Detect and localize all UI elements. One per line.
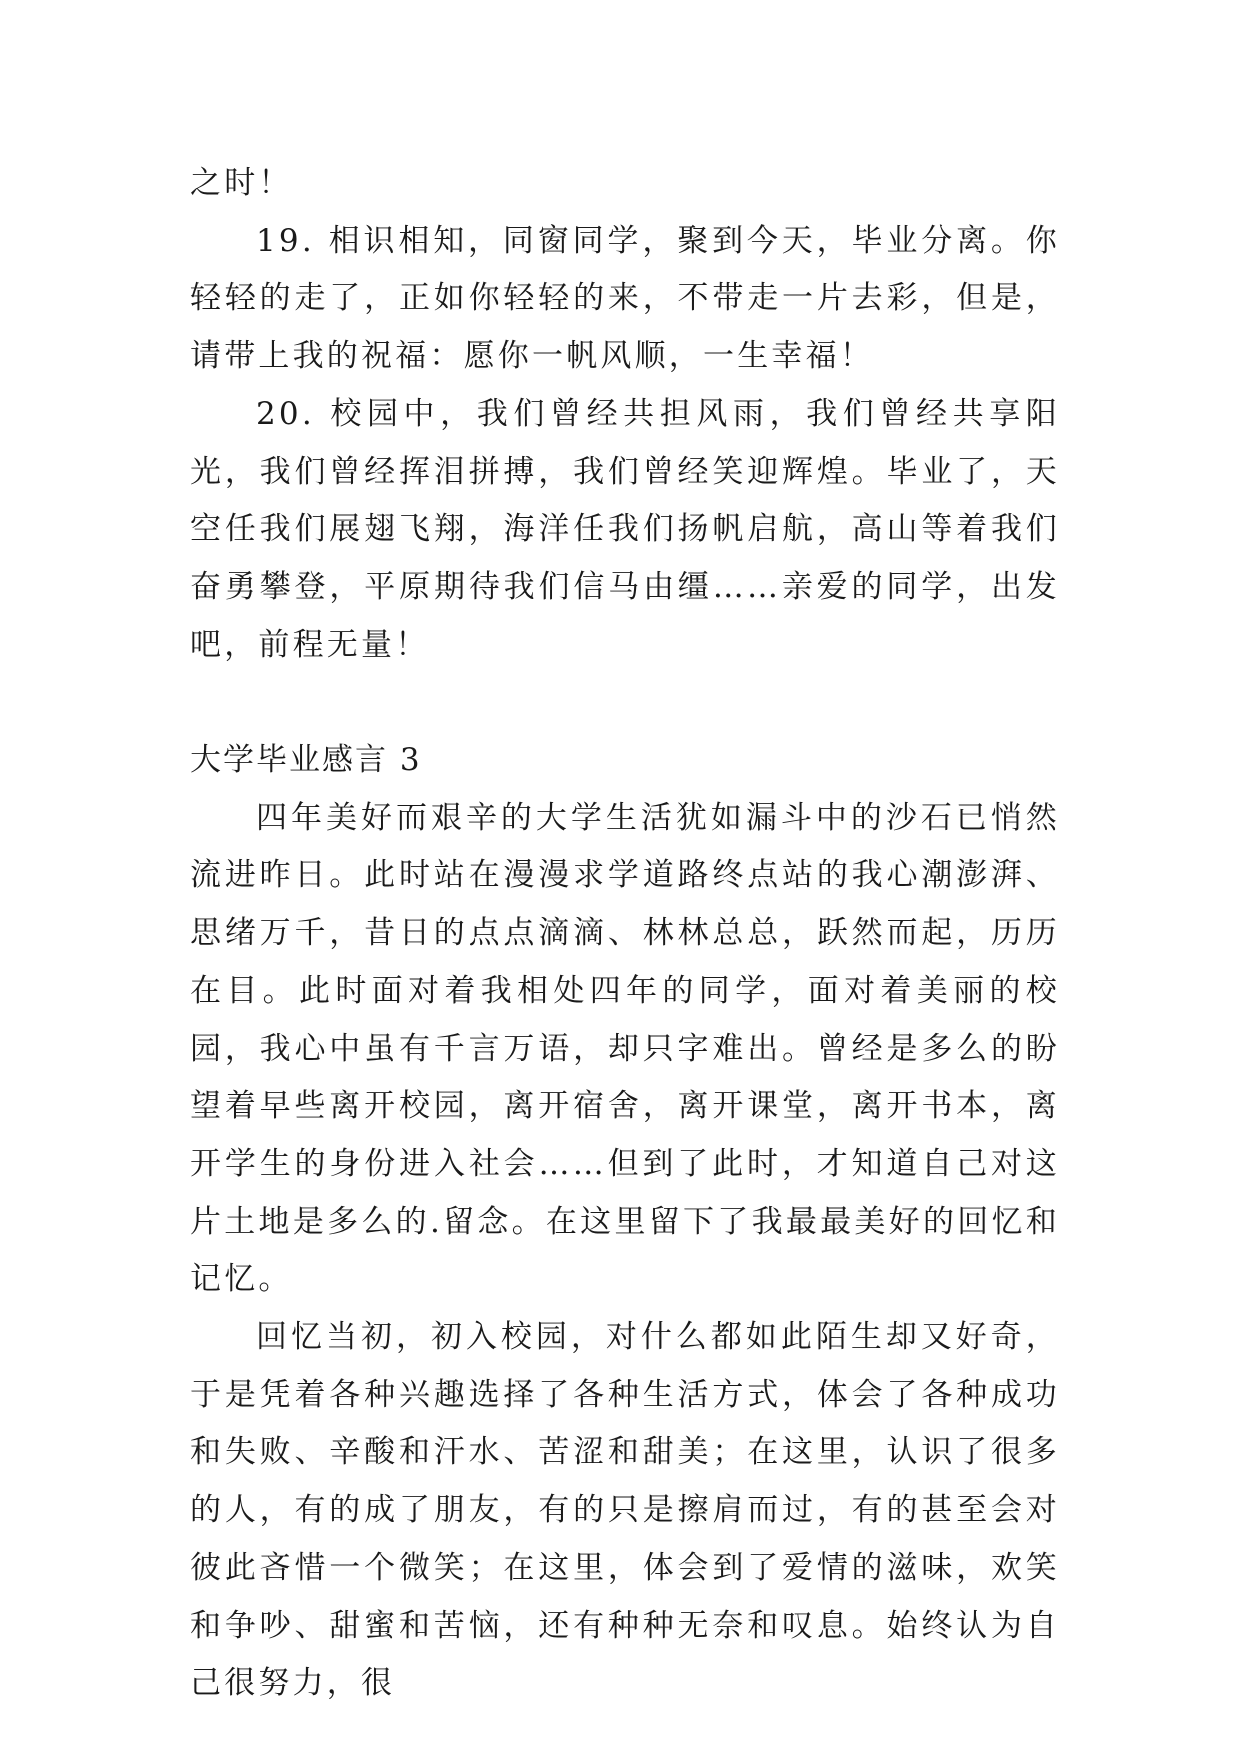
paragraph-item-20: 20. 校园中，我们曾经共担风雨，我们曾经共享阳光，我们曾经挥泪拼搏，我们曾经笑迎辉煌。毕业了，天空任我们展翅飞翔，海洋任我们扬帆启航，高山等着我们奋勇攀登，平原期待我们信马由缰……亲爱的同学，出发吧，前程无量！: [190, 395, 1060, 663]
paragraph-continuation: 之时！: [190, 165, 293, 201]
section-title: 大学毕业感言 3: [190, 742, 422, 779]
paragraph-section-2: 回忆当初，初入校园，对什么都如此陌生却又好奇，于是凭着各种兴趣选择了各种生活方式，体会了各种成功和失败、辛酸和汗水、苦涩和甜美；在这里，认识了很多的人，有的成了朋友，有的只是擦肩而过，有的甚至会对彼此吝惜一个微笑；在这里，体会到了爱情的滋味，欢笑和争吵、甜蜜和苦恼，还有种种无奈和叹息。始终认为自己很努力，很: [190, 1319, 1060, 1702]
document-body: [190, 155, 1060, 1713]
paragraph-item-19: 19. 相识相知，同窗同学，聚到今天，毕业分离。你轻轻的走了，正如你轻轻的来，不带走一片去彩，但是，请带上我的祝福：愿你一帆风顺，一生幸福！: [190, 222, 1060, 375]
paragraph-section-1: 四年美好而艰辛的大学生活犹如漏斗中的沙石已悄然流进昨日。此时站在漫漫求学道路终点站的我心潮澎湃、思绪万千，昔日的点点滴滴、林林总总，跃然而起，历历在目。此时面对着我相处四年的同学，面对着美丽的校园，我心中虽有千言万语，却只字难出。曾经是多么的盼望着早些离开校园，离开宿舍，离开课堂，离开书本，离开学生的身份进入社会……但到了此时，才知道自己对这片土地是多么的.留念。在这里留下了我最最美好的回忆和记忆。: [190, 799, 1060, 1298]
